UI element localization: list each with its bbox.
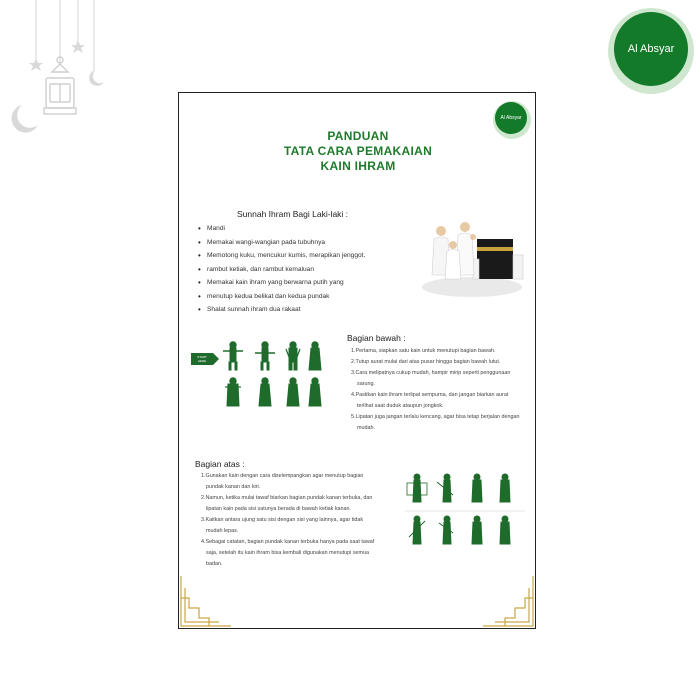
step-text: badan. — [206, 561, 223, 567]
step-text: saja, setelah itu kain ihram bisa kembali digunakan menutupi semua — [206, 550, 370, 556]
step-text: 2.Namun, ketika mulai tawaf biarkan bagian pundak kanan terbuka, dan — [201, 495, 373, 501]
page-title — [179, 129, 536, 174]
pilgrims-kaaba-illustration — [417, 215, 527, 300]
step-text: 4.Sebagai catatan, bagian pundak kanan terbuka hanya pada saat tawaf — [201, 539, 375, 545]
bagian-bawah-steps — [351, 346, 536, 434]
step-text: 4.Pastikan kain ihram terlipat sempurna, dan jangan biarkan aurat — [351, 392, 509, 398]
sunnah-heading: Sunnah Ihram Bagi Laki-laki : — [237, 209, 349, 219]
step-text: 3.Cara melipatnya cukup mudah, hampir mirip seperti penggunaan — [351, 370, 511, 376]
brand-logo — [608, 8, 694, 94]
svg-text:HERE: HERE — [197, 359, 207, 363]
sheet-logo-text: Al Absyar — [500, 115, 522, 121]
title-line-2: TATA CARA PEMAKAIAN — [283, 144, 433, 158]
step-text: 5.Lipatan juga jangan terlalu kencang, agar bisa tetap berjalan dengan — [351, 414, 520, 420]
bagian-bawah-steps-diagram — [191, 341, 331, 413]
brand-name: Al Absyar — [627, 43, 675, 55]
guide-sheet — [178, 92, 536, 629]
ramadan-decoration-icon — [0, 0, 110, 140]
list-item: • Memotong kuku, mencukur kumis, merapikan jenggot, — [197, 249, 417, 263]
bagian-bawah-heading: Bagian bawah : — [347, 333, 406, 343]
list-item: • Mandi — [197, 222, 417, 236]
list-item: • Memakai wangi-wangian pada tubuhnya — [197, 236, 417, 250]
sunnah-list — [197, 222, 417, 317]
list-item-continued: • rambut ketiak, dan rambut kemaluan — [197, 263, 417, 277]
step-text: lipatan kain pada sisi satunya berada di bawah ketiak kanan. — [206, 506, 352, 512]
bagian-atas-steps-diagram — [405, 471, 525, 553]
step-text: sarung. — [357, 381, 375, 387]
title-line-3: KAIN IHRAM — [320, 159, 396, 173]
step-text: pundak kanan dan kiri. — [206, 484, 261, 490]
title-line-1: PANDUAN — [327, 129, 389, 143]
step-text: mudah lepas. — [206, 528, 239, 534]
step-text: 1.Gunakan kain dengan cara diselempangkan agar menutup bagian — [201, 473, 364, 479]
svg-text:START: START — [197, 355, 207, 359]
list-item: • Memakai kain ihram yang berwarna putih yang — [197, 276, 417, 290]
step-text: 3.Kaitkan antara ujung satu sisi dengan sisi yang lainnya, agar tidak — [201, 517, 364, 523]
step-text: 2.Tutup aurat mulai dari atas pusar hingga bagian bawah lutut. — [351, 359, 501, 365]
bagian-atas-heading: Bagian atas : — [195, 459, 245, 469]
list-item-continued: • menutup kedua belikat dan kedua pundak — [197, 290, 417, 304]
gold-corner-ornament-left — [179, 568, 239, 628]
bagian-atas-steps — [201, 471, 401, 570]
step-text: mudah. — [357, 425, 375, 431]
step-text: terlihat saat duduk ataupun jongkok. — [357, 403, 444, 409]
step-text: 1.Pertama, siapkan satu kain untuk menutupi bagian bawah. — [351, 348, 496, 354]
gold-corner-ornament-right — [475, 568, 535, 628]
list-item: • Shalat sunnah ihram dua rakaat — [197, 303, 417, 317]
